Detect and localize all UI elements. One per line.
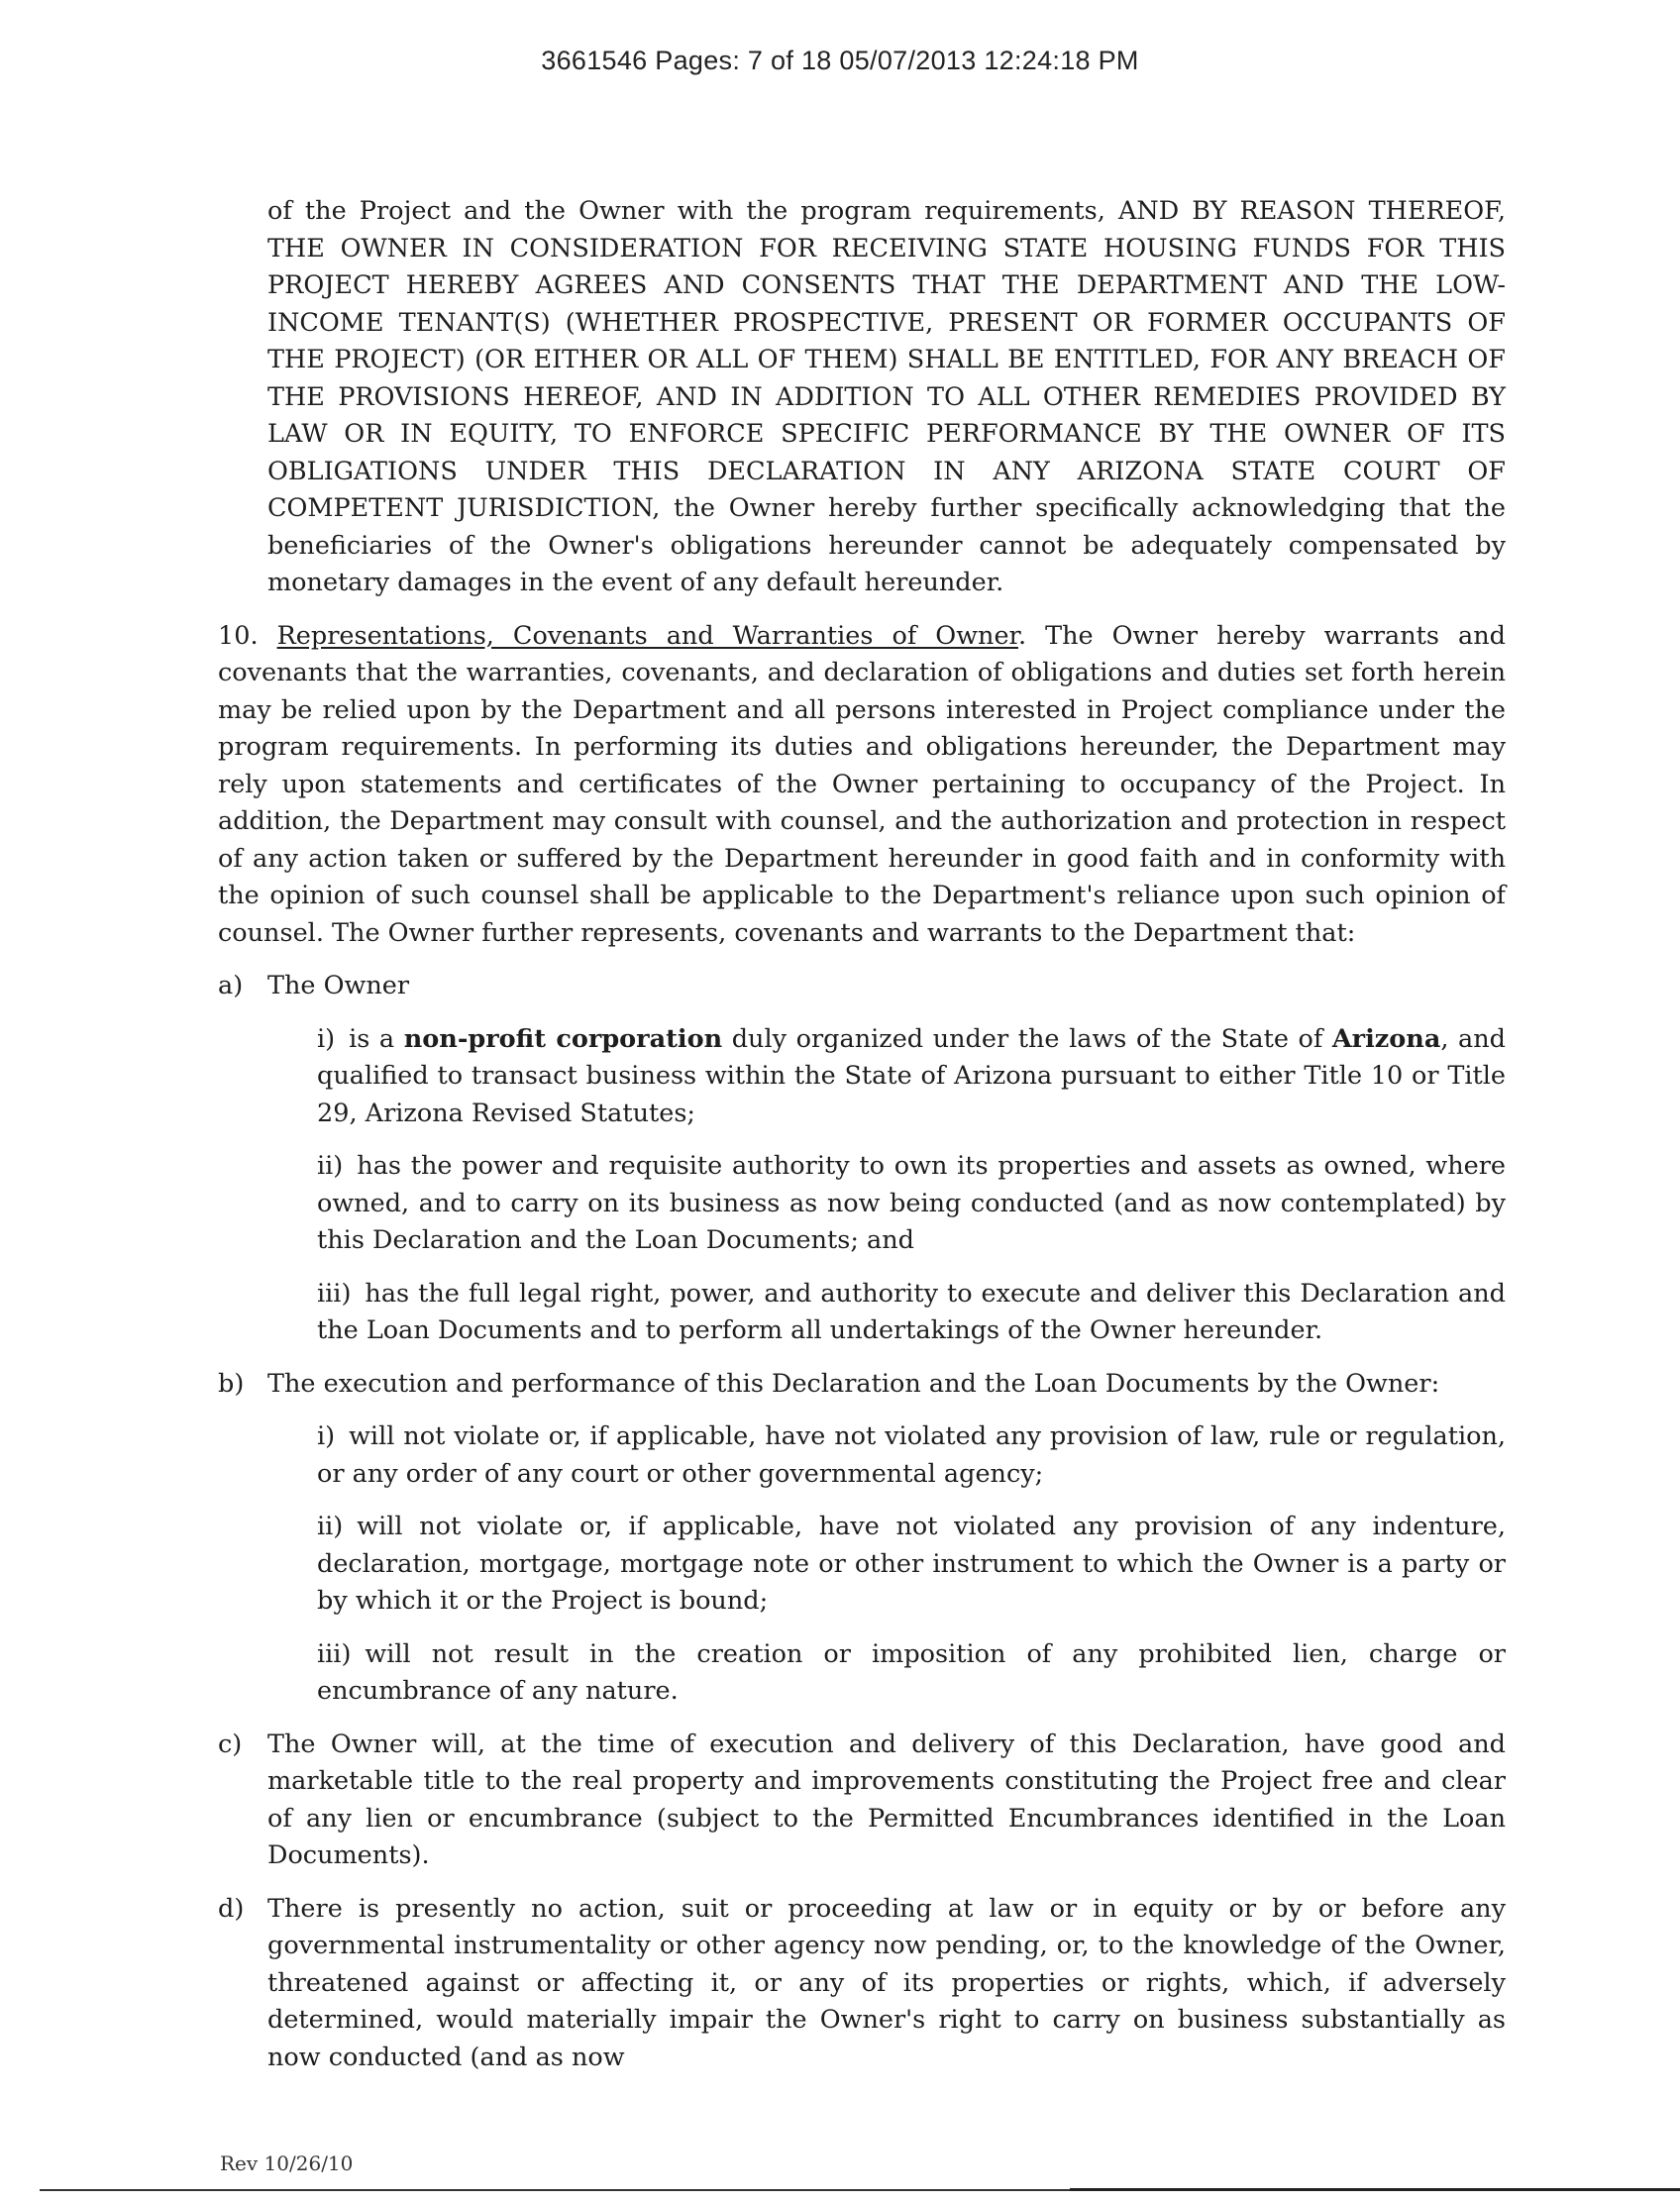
recording-stamp: 3661546 Pages: 7 of 18 05/07/2013 12:24:18 PM xyxy=(541,46,1139,75)
sub-label: ii) xyxy=(317,1151,344,1181)
sub-text: will not violate or, if applicable, have not violated any provision of any indenture, declaration, mortgage, mortgage note or other instrument to which the Owner is a party or by which it or the Project is bound; xyxy=(317,1512,1506,1616)
sub-text-post: , and qualified to transact business within the State of Arizona pursuant to either Title 10 or Title 29, Arizona Revised Statutes; xyxy=(317,1023,1507,1128)
sub-label: iii) xyxy=(317,1278,352,1309)
sub-text: will not result in the creation or imposition of any prohibited lien, charge or encumbrance of any nature. xyxy=(317,1638,1506,1706)
sub-label: i) xyxy=(317,1421,336,1451)
sub-label: iii) xyxy=(317,1638,352,1669)
item-label: a) xyxy=(218,971,244,1000)
item-a xyxy=(218,968,1506,1005)
item-d xyxy=(218,1891,1506,2077)
item-b-sub-i xyxy=(267,1418,1506,1493)
item-label: b) xyxy=(218,1368,245,1399)
item-c xyxy=(218,1727,1506,1875)
item-a-sub-iii xyxy=(267,1276,1506,1350)
section-10-paragraph xyxy=(218,618,1506,953)
item-label: c) xyxy=(218,1729,243,1759)
document-body xyxy=(218,193,1506,2092)
sub-text: has the full legal right, power, and authority to execute and deliver this Declaration and the Loan Documents and to perform all undertakings of the Owner hereunder. xyxy=(317,1278,1506,1345)
item-text: The Owner will, at the time of execution and delivery of this Declaration, have good and marketable title to the real property and improvements constituting the Project free and clear of any lien or encumbrance (subject to the Permitted Encumbrances identified in the Loan Documents). xyxy=(267,1729,1506,1870)
item-b-sub-iii xyxy=(267,1636,1506,1711)
item-a-sub-i xyxy=(267,1021,1506,1133)
item-a-sub-ii xyxy=(267,1148,1506,1260)
sub-text-pre: is a xyxy=(349,1023,404,1054)
sub-text: has the power and requisite authority to own its properties and assets as owned, where owned, and to carry on its business as now being conducted (and as now contemplated) by this Declaration and the Loan Documents; and xyxy=(317,1151,1506,1255)
item-text: The execution and performance of this Declaration and the Loan Documents by the Owner: xyxy=(267,1368,1440,1399)
section-10-text: . The Owner hereby warrants and covenants that the warranties, covenants, and declaration of obligations and duties set forth herein may be relied upon by the Department and all persons interested in Project compliance under the program requirements. In performing its duties and obligations hereunder, the Department may rely upon statements and certificates of the Owner pertaining to occupancy of the Project. In addition, the Department may consult with counsel, and the authorization and protection in respect of any action taken or suffered by the Department hereunder in good faith and in conformity with the opinion of such counsel shall be applicable to the Department's reliance upon such opinion of counsel. The Owner further represents, covenants and warrants to the Department that: xyxy=(218,620,1506,948)
revision-footer: Rev 10/26/10 xyxy=(220,2151,354,2175)
item-text: There is presently no action, suit or proceeding at law or in equity or by or before any governmental instrumentality or other agency now pending, or, to the knowledge of the Owner, threatened against or affecting it, or any of its properties or rights, which, if adversely determined, would materially impair the Owner's right to carry on business substantially as now conducted (and as now xyxy=(267,1893,1506,2072)
sub-text-mid: duly organized under the laws of the State of xyxy=(722,1023,1332,1054)
sub-label: i) xyxy=(317,1023,336,1054)
section-number: 10. xyxy=(218,620,259,651)
section-heading: Representations, Covenants and Warranties of Owner xyxy=(276,620,1018,651)
item-b xyxy=(218,1366,1506,1404)
bold-term-nonprofit: non-profit corporation xyxy=(403,1023,723,1054)
item-b-sub-ii xyxy=(267,1509,1506,1621)
item-label: d) xyxy=(218,1893,245,1924)
sub-label: ii) xyxy=(317,1512,344,1541)
item-text: The Owner xyxy=(267,971,410,1000)
bold-term-arizona: Arizona xyxy=(1331,1023,1441,1054)
sub-text: will not violate or, if applicable, have not violated any provision of law, rule or regulation, or any order of any court or other governmental agency; xyxy=(317,1421,1506,1489)
bottom-rule-heavy xyxy=(1070,2188,1680,2191)
continuation-paragraph: of the Project and the Owner with the program requirements, AND BY REASON THEREOF, THE OWNER IN CONSIDERATION FOR RECEIVING STATE HOUSING FUNDS FOR THIS PROJECT HEREBY AGREES AND CONSENTS THAT THE DEPARTMENT AND THE LOW-INCOME TENANT(S) (WHETHER PROSPECTIVE, PRESENT OR FORMER OCCUPANTS OF THE PROJECT) (OR EITHER OR ALL OF THEM) SHALL BE ENTITLED, FOR ANY BREACH OF THE PROVISIONS HEREOF, AND IN ADDITION TO ALL OTHER REMEDIES PROVIDED BY LAW OR IN EQUITY, TO ENFORCE SPECIFIC PERFORMANCE BY THE OWNER OF ITS OBLIGATIONS UNDER THIS DECLARATION IN ANY ARIZONA STATE COURT OF COMPETENT JURISDICTION, the Owner hereby further specifically acknowledging that the beneficiaries of the Owner's obligations hereunder cannot be adequately compensated by monetary damages in the event of any default hereunder. xyxy=(267,196,1506,597)
